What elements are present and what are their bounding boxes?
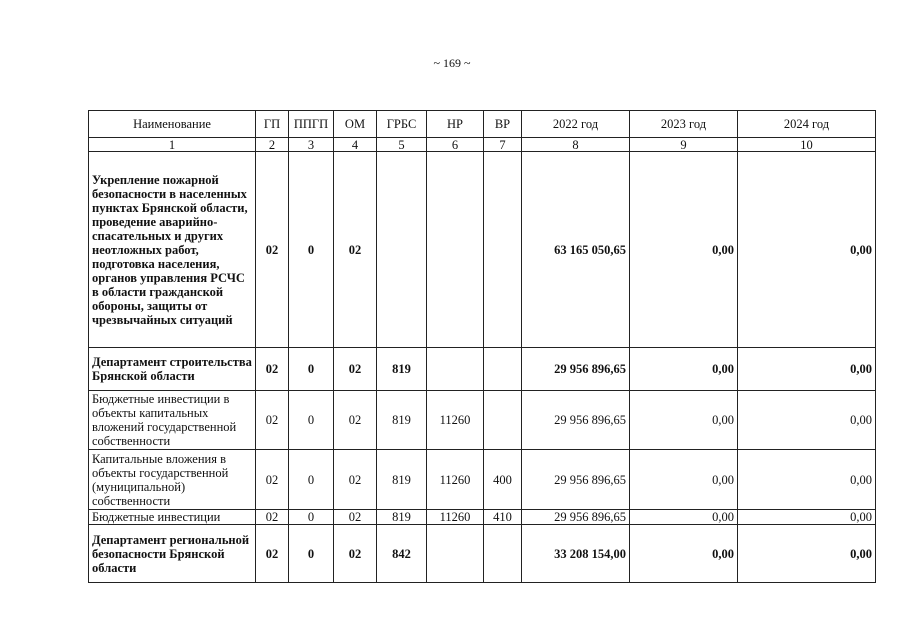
page-number: ~ 169 ~ bbox=[433, 56, 471, 70]
row-vr bbox=[484, 525, 522, 583]
row-grbs: 819 bbox=[377, 510, 427, 525]
row-2024: 0,00 bbox=[738, 450, 876, 510]
row-name: Бюджетные инвестиции в объекты капитальных вложений государственной собственности bbox=[89, 391, 256, 450]
row-gp: 02 bbox=[256, 510, 289, 525]
table-row bbox=[89, 152, 876, 348]
row-grbs: 842 bbox=[377, 525, 427, 583]
row-gp: 02 bbox=[256, 525, 289, 583]
row-grbs: 819 bbox=[377, 391, 427, 450]
col-number: 4 bbox=[334, 138, 377, 152]
header-nr: НР bbox=[427, 111, 484, 138]
row-2022: 29 956 896,65 bbox=[522, 510, 630, 525]
row-ppgp: 0 bbox=[289, 450, 334, 510]
header-ppgp: ППГП bbox=[289, 111, 334, 138]
row-om: 02 bbox=[334, 525, 377, 583]
row-2022: 63 165 050,65 bbox=[522, 152, 630, 348]
row-ppgp: 0 bbox=[289, 525, 334, 583]
row-2022: 29 956 896,65 bbox=[522, 450, 630, 510]
row-gp: 02 bbox=[256, 348, 289, 391]
row-name: Капитальные вложения в объекты государственной (муниципальной) собственности bbox=[89, 450, 256, 510]
row-name: Бюджетные инвестиции bbox=[89, 510, 256, 525]
row-gp: 02 bbox=[256, 450, 289, 510]
row-2022: 29 956 896,65 bbox=[522, 348, 630, 391]
header-gp: ГП bbox=[256, 111, 289, 138]
table-row bbox=[89, 525, 876, 583]
row-name: Укрепление пожарной безопасности в населенных пунктах Брянской области, проведение аварийно-спасательных и других неотложных работ, подготовка населения, органов управления РСЧС в области гражданской обороны, защиты от чрезвычайных ситуаций bbox=[89, 152, 256, 348]
row-vr bbox=[484, 348, 522, 391]
row-grbs bbox=[377, 152, 427, 348]
row-2024: 0,00 bbox=[738, 510, 876, 525]
row-vr: 410 bbox=[484, 510, 522, 525]
row-2024: 0,00 bbox=[738, 525, 876, 583]
row-nr: 11260 bbox=[427, 450, 484, 510]
header-2023: 2023 год bbox=[630, 111, 738, 138]
row-om: 02 bbox=[334, 510, 377, 525]
row-nr bbox=[427, 348, 484, 391]
col-number: 10 bbox=[738, 138, 876, 152]
row-name: Департамент региональной безопасности Брянской области bbox=[89, 525, 256, 583]
col-number: 3 bbox=[289, 138, 334, 152]
col-number: 6 bbox=[427, 138, 484, 152]
col-number: 9 bbox=[630, 138, 738, 152]
row-2023: 0,00 bbox=[630, 450, 738, 510]
header-row bbox=[89, 111, 876, 138]
row-grbs: 819 bbox=[377, 348, 427, 391]
row-nr bbox=[427, 152, 484, 348]
row-2023: 0,00 bbox=[630, 391, 738, 450]
column-number-row bbox=[89, 138, 876, 152]
row-2023: 0,00 bbox=[630, 348, 738, 391]
header-grbs: ГРБС bbox=[377, 111, 427, 138]
header-2022: 2022 год bbox=[522, 111, 630, 138]
row-name: Департамент строительства Брянской области bbox=[89, 348, 256, 391]
col-number: 2 bbox=[256, 138, 289, 152]
header-2024: 2024 год bbox=[738, 111, 876, 138]
row-2023: 0,00 bbox=[630, 152, 738, 348]
row-2023: 0,00 bbox=[630, 510, 738, 525]
table-row bbox=[89, 450, 876, 510]
col-number: 8 bbox=[522, 138, 630, 152]
row-2023: 0,00 bbox=[630, 525, 738, 583]
row-2024: 0,00 bbox=[738, 348, 876, 391]
budget-table bbox=[88, 110, 876, 583]
row-vr bbox=[484, 152, 522, 348]
header-om: ОМ bbox=[334, 111, 377, 138]
header-name: Наименование bbox=[89, 111, 256, 138]
row-nr bbox=[427, 525, 484, 583]
row-2024: 0,00 bbox=[738, 391, 876, 450]
row-2022: 29 956 896,65 bbox=[522, 391, 630, 450]
row-2022: 33 208 154,00 bbox=[522, 525, 630, 583]
table-row bbox=[89, 348, 876, 391]
row-ppgp: 0 bbox=[289, 391, 334, 450]
table-row bbox=[89, 391, 876, 450]
row-om: 02 bbox=[334, 450, 377, 510]
row-2024: 0,00 bbox=[738, 152, 876, 348]
row-nr: 11260 bbox=[427, 391, 484, 450]
header-vr: ВР bbox=[484, 111, 522, 138]
row-om: 02 bbox=[334, 348, 377, 391]
row-gp: 02 bbox=[256, 152, 289, 348]
row-gp: 02 bbox=[256, 391, 289, 450]
col-number: 1 bbox=[89, 138, 256, 152]
row-nr: 11260 bbox=[427, 510, 484, 525]
row-om: 02 bbox=[334, 152, 377, 348]
col-number: 7 bbox=[484, 138, 522, 152]
row-grbs: 819 bbox=[377, 450, 427, 510]
row-ppgp: 0 bbox=[289, 348, 334, 391]
row-vr bbox=[484, 391, 522, 450]
row-ppgp: 0 bbox=[289, 152, 334, 348]
table-row bbox=[89, 510, 876, 525]
row-om: 02 bbox=[334, 391, 377, 450]
row-vr: 400 bbox=[484, 450, 522, 510]
row-ppgp: 0 bbox=[289, 510, 334, 525]
col-number: 5 bbox=[377, 138, 427, 152]
